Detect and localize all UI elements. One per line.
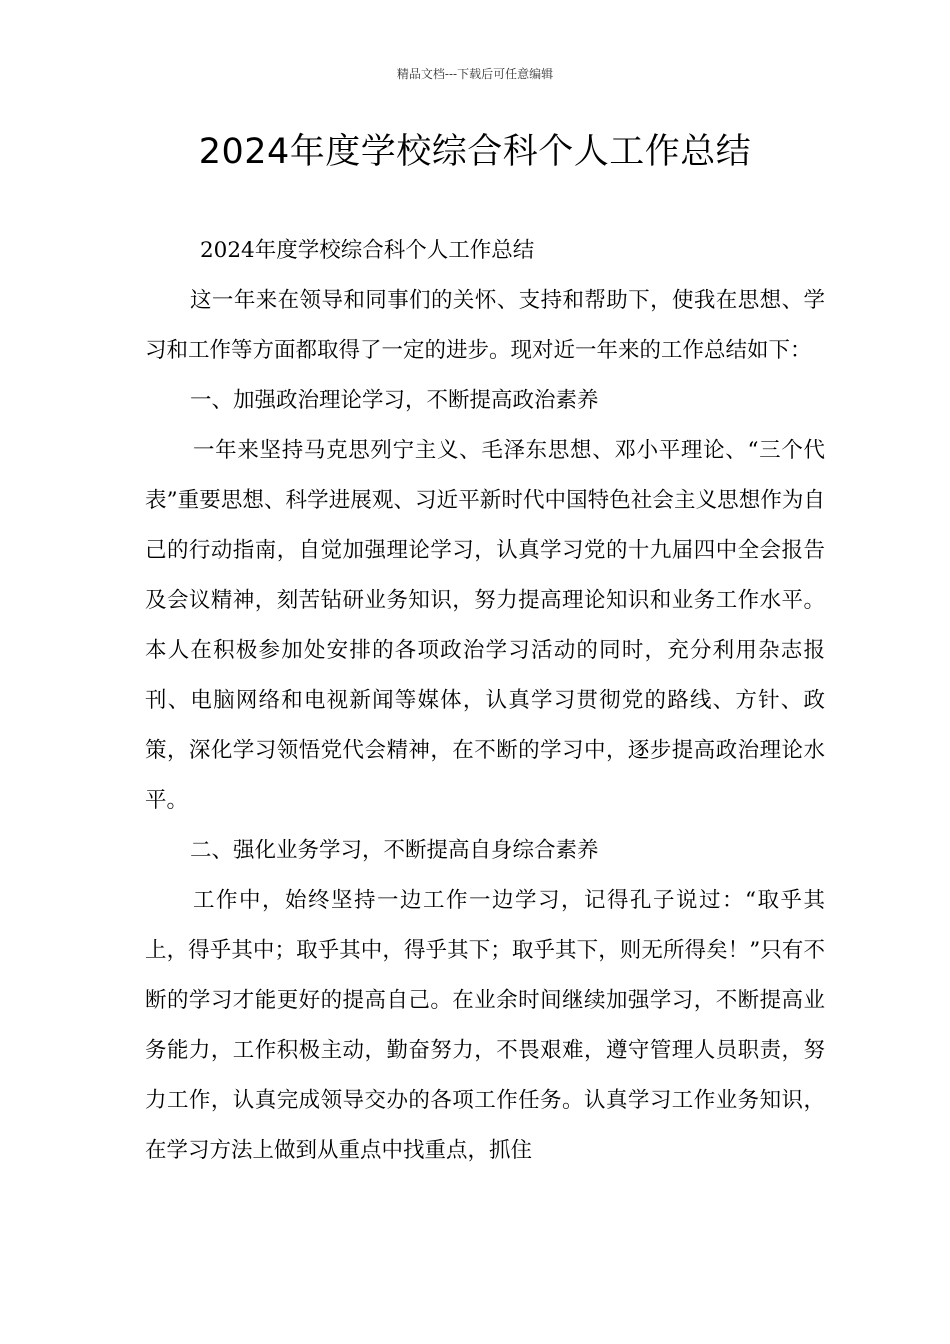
section-heading-2: 二、强化业务学习，不断提高自身综合素养 xyxy=(190,838,599,863)
section-2-paragraph: 工作中，始终坚持一边工作一边学习，记得孔子说过：“取乎其上，得乎其中；取乎其中，得乎其下；取乎其下，则无所得矣！”只有不断的学习才能更好的提高自己。在业余时间继续加强学习，不断提高业务能力，工作积极主动，勤奋努力，不畏艰难，遵守管理人员职责，努力工作，认真完成领导交办的各项工作任务。认真学习工作业务知识，在学习方法上做到从重点中找重点，抓住 xyxy=(145,888,825,1163)
section-heading-1: 一、加强政治理论学习，不断提高政治素养 xyxy=(190,388,599,413)
document-body xyxy=(145,226,825,1176)
intro-paragraph: 这一年来在领导和同事们的关怀、支持和帮助下，使我在思想、学习和工作等方面都取得了一定的进步。现对近一年来的工作总结如下： xyxy=(145,288,825,363)
section-1-paragraph: 一年来坚持马克思列宁主义、毛泽东思想、邓小平理论、“三个代表”重要思想、科学进展观、习近平新时代中国特色社会主义思想作为自己的行动指南，自觉加强理论学习，认真学习党的十九届四中全会报告及会议精神，刻苦钻研业务知识，努力提高理论知识和业务工作水平。本人在积极参加处安排的各项政治学习活动的同时，充分利用杂志报刊、电脑网络和电视新闻等媒体，认真学习贯彻党的路线、方针、政策，深化学习领悟党代会精神，在不断的学习中，逐步提高政治理论水平。 xyxy=(145,438,825,813)
document-title: 2024年度学校综合科个人工作总结 xyxy=(198,132,752,172)
document-subtitle: 2024年度学校综合科个人工作总结 xyxy=(200,238,535,263)
header-note: 精品文档---下载后可任意编辑 xyxy=(396,67,554,81)
